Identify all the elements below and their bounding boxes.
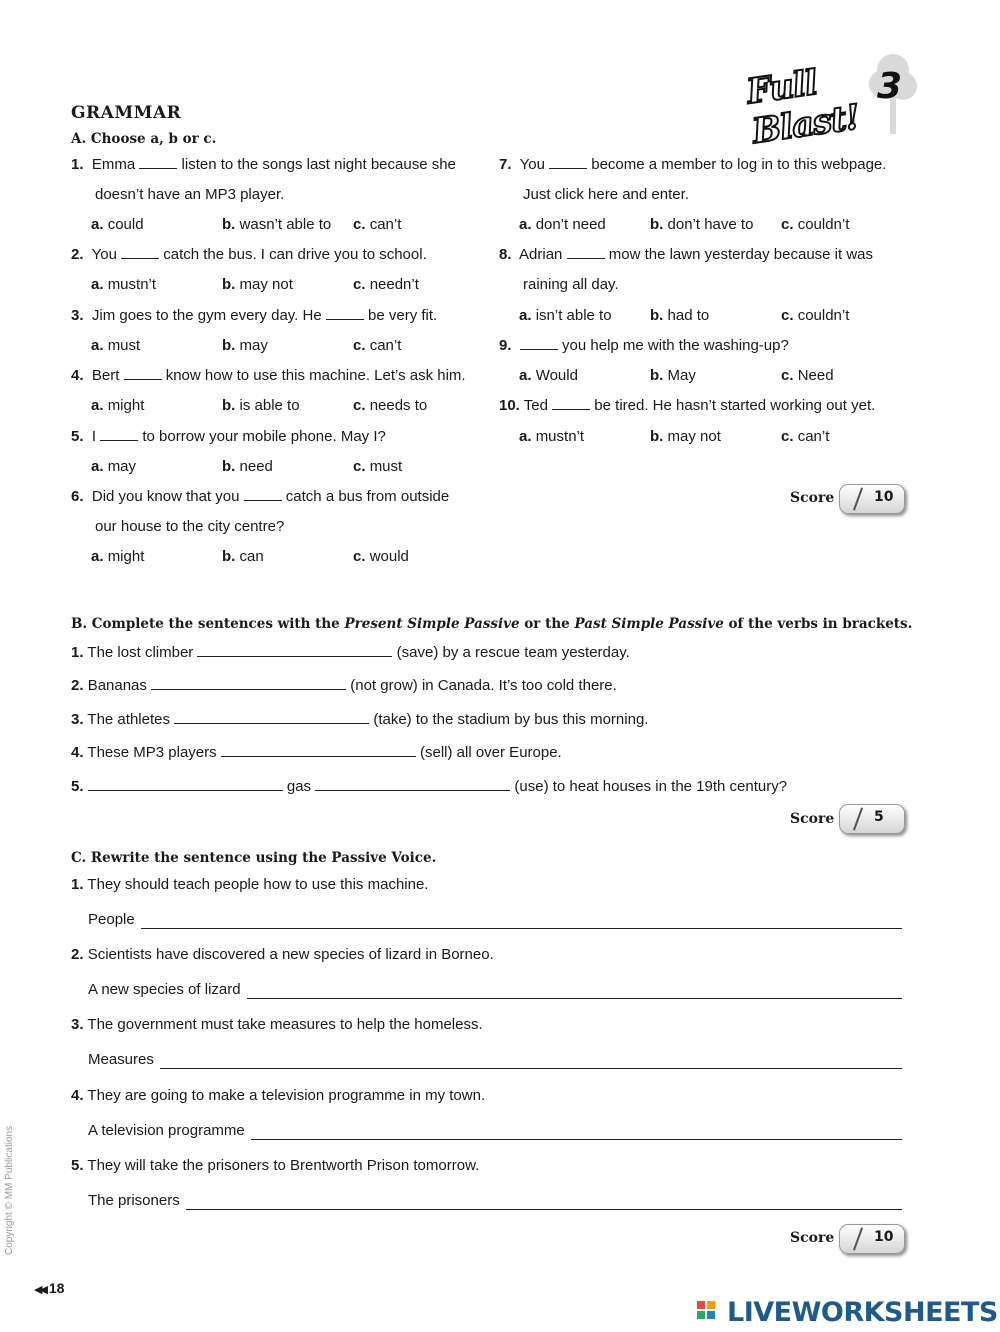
answer-blank[interactable] (139, 156, 177, 169)
question-a6: 6. Did you know that you catch a bus from outside (71, 488, 450, 505)
page-number: ◀◀ 18 (34, 1280, 65, 1296)
question-c2: 2. Scientists have discovered a new species of lizard in Borneo. (71, 946, 494, 963)
question-c4: 4. They are going to make a television programme in my town. (71, 1087, 486, 1104)
question-c5: 5. They will take the prisoners to Brentworth Prison tomorrow. (71, 1157, 480, 1174)
options-a9[interactable]: a. Would b. May c. Need (519, 367, 834, 384)
question-c1: 1. They should teach people how to use this machine. (71, 876, 429, 893)
logo-number: 3 (877, 66, 903, 107)
score-box-b (839, 804, 905, 834)
question-a10: 10. Ted be tired. He hasn’t started working out yet. (499, 397, 876, 414)
question-a4: 4. Bert know how to use this machine. Let’s ask him. (71, 367, 466, 384)
answer-blank[interactable] (174, 711, 369, 724)
question-b2: 2. Bananas (not grow) in Canada. It’s too cold there. (71, 677, 617, 694)
question-a1-cont: doesn’t have an MP3 player. (95, 186, 285, 203)
answer-c5: The prisoners (88, 1192, 902, 1210)
answer-blank[interactable] (326, 307, 364, 320)
question-a6-cont: our house to the city centre? (95, 518, 285, 535)
full-blast-logo (744, 46, 925, 152)
answer-blank[interactable] (221, 744, 416, 757)
question-b3: 3. The athletes (take) to the stadium by bus this morning. (71, 711, 649, 728)
answer-c4: A television programme (88, 1122, 902, 1140)
logo-square-4 (707, 1311, 715, 1319)
answer-blank[interactable] (124, 367, 162, 380)
answer-blank[interactable] (151, 677, 346, 690)
copyright-text: Copyright © MM Publications (4, 1125, 15, 1255)
options-a5[interactable]: a. may b. need c. must (91, 458, 403, 475)
answer-blank[interactable] (520, 337, 558, 350)
options-a8[interactable]: a. isn’t able to b. had to c. couldn’t (519, 307, 850, 324)
question-a9: 9. you help me with the washing-up? (499, 337, 789, 354)
answer-line[interactable] (251, 1122, 902, 1140)
options-a3[interactable]: a. must b. may c. can’t (91, 337, 402, 354)
answer-c3: Measures (88, 1051, 902, 1069)
logo-square-3 (697, 1311, 705, 1319)
page-heading: GRAMMAR (71, 103, 182, 123)
logo-square-1 (697, 1301, 705, 1309)
question-a5: 5. I to borrow your mobile phone. May I? (71, 428, 386, 445)
options-a4[interactable]: a. might b. is able to c. needs to (91, 397, 428, 414)
answer-line[interactable] (160, 1051, 902, 1069)
answer-line[interactable] (186, 1192, 902, 1210)
answer-blank[interactable] (100, 428, 138, 441)
question-b1: 1. The lost climber (save) by a rescue team yesterday. (71, 644, 630, 661)
score-total-c: 10 (874, 1229, 894, 1245)
logo-square-2 (707, 1301, 715, 1309)
answer-blank[interactable] (315, 778, 510, 791)
question-b5: 5. gas (use) to heat houses in the 19th century? (71, 778, 788, 795)
question-c3: 3. The government must take measures to help the homeless. (71, 1016, 483, 1033)
section-b-instruction: B. Complete the sentences with the Present Simple Passive or the Past Simple Passive of the verbs in brackets. (71, 616, 913, 632)
answer-c2: A new species of lizard (88, 981, 902, 999)
section-c-instruction: C. Rewrite the sentence using the Passive Voice. (71, 850, 437, 866)
liveworksheets-text: LIVEWORKSHEETS (727, 1297, 998, 1328)
question-a2: 2. You catch the bus. I can drive you to school. (71, 246, 427, 263)
options-a7[interactable]: a. don’t need b. don’t have to c. couldn’t (519, 216, 850, 233)
score-label-a: Score (790, 490, 835, 506)
answer-blank[interactable] (567, 246, 605, 259)
question-b4: 4. These MP3 players (sell) all over Europe. (71, 744, 562, 761)
question-a7: 7. You become a member to log in to this webpage. (499, 156, 887, 173)
score-label-b: Score (790, 811, 835, 827)
answer-line[interactable] (247, 981, 902, 999)
rewind-icon: ◀◀ (34, 1284, 45, 1296)
question-a8: 8. Adrian mow the lawn yesterday because it was (499, 246, 874, 263)
options-a2[interactable]: a. mustn’t b. may not c. needn’t (91, 276, 419, 293)
options-a1[interactable]: a. could b. wasn’t able to c. can’t (91, 216, 402, 233)
answer-blank[interactable] (88, 778, 283, 791)
logo-text: Full Blast! (744, 62, 862, 152)
answer-blank[interactable] (552, 397, 590, 410)
score-box-a (839, 484, 905, 514)
section-a-instruction: A. Choose a, b or c. (71, 131, 217, 147)
question-a1: 1. Emma listen to the songs last night because she (71, 156, 456, 173)
answer-line[interactable] (141, 911, 902, 929)
score-box-c (839, 1224, 905, 1254)
answer-blank[interactable] (244, 488, 282, 501)
options-a6[interactable]: a. might b. can c. would (91, 548, 409, 565)
score-total-b: 5 (874, 809, 884, 825)
answer-c1: People (88, 911, 902, 929)
question-a3: 3. Jim goes to the gym every day. He be very fit. (71, 307, 438, 324)
answer-blank[interactable] (197, 644, 392, 657)
question-a8-cont: raining all day. (523, 276, 619, 293)
score-label-c: Score (790, 1230, 835, 1246)
question-a7-cont: Just click here and enter. (523, 186, 689, 203)
answer-blank[interactable] (549, 156, 587, 169)
score-total-a: 10 (874, 489, 894, 505)
answer-blank[interactable] (121, 246, 159, 259)
options-a10[interactable]: a. mustn’t b. may not c. can’t (519, 428, 830, 445)
